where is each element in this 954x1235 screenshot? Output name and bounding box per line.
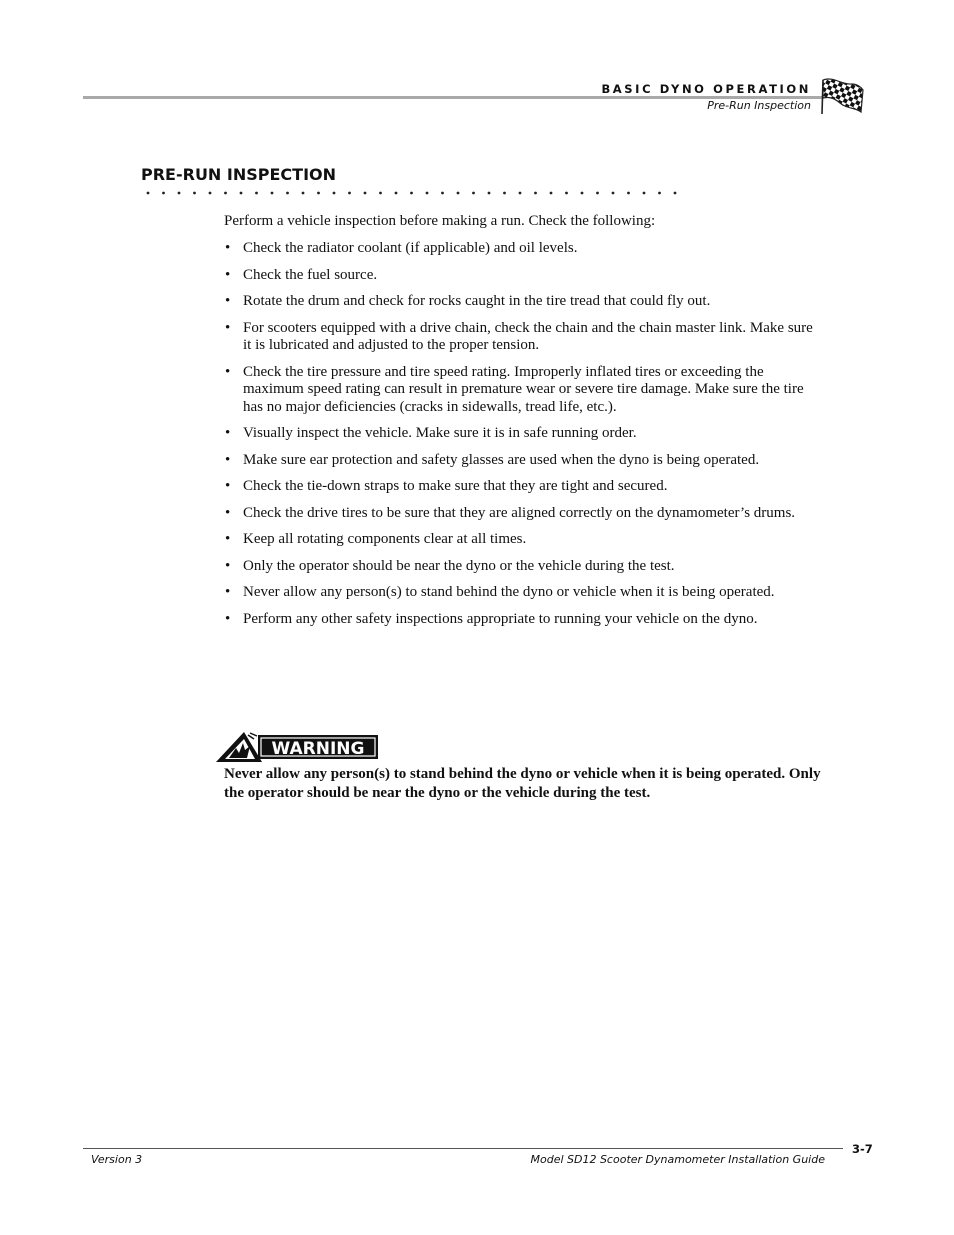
warning-badge: [214, 731, 380, 763]
inspection-checklist: [224, 240, 820, 637]
section-subtitle: Pre-Run Inspection: [707, 99, 811, 112]
bullet-icon: •: [225, 293, 231, 309]
bullet-icon: •: [225, 557, 231, 574]
dotted-divider: [141, 190, 691, 196]
list-item-text: Never allow any person(s) to stand behind the dyno or vehicle when it is being operated.: [243, 584, 775, 600]
list-item-text: Rotate the drum and check for rocks caught in the tire tread that could fly out.: [243, 293, 711, 309]
bullet-icon: •: [225, 266, 231, 283]
list-item-text: Make sure ear protection and safety glasses are used when the dyno is being operated.: [243, 451, 760, 468]
bullet-icon: •: [225, 531, 231, 547]
list-item-text: For scooters equipped with a drive chain, check the chain and the chain master link. Make sure it is lubricated and adjusted to the proper tension.: [243, 319, 813, 353]
list-item-text: Keep all rotating components clear at all times.: [243, 531, 527, 547]
list-item: [224, 452, 820, 470]
bullet-icon: •: [225, 451, 231, 468]
checkered-flag-icon: [820, 76, 866, 116]
list-item-text: Check the drive tires to be sure that they are aligned correctly on the dynamometer’s drums.: [243, 504, 796, 521]
list-item: [224, 478, 820, 496]
list-item-text: Check the tire pressure and tire speed rating. Improperly inflated tires or exceeding the maximum speed rating can result in premature wear or severe tire damage. Make sure the tire has no major deficiencies (cracks in sidewalls, tread life, etc.).: [243, 363, 804, 415]
warning-hazard-icon: [216, 732, 262, 762]
list-item: [224, 558, 820, 576]
bullet-icon: •: [225, 584, 231, 600]
list-item: [224, 320, 820, 355]
bullet-icon: •: [225, 425, 231, 441]
footer-doc-title: Model SD12 Scooter Dynamometer Installation Guide: [530, 1153, 825, 1166]
list-item: [224, 505, 820, 523]
list-item-text: Visually inspect the vehicle. Make sure it is in safe running order.: [243, 425, 637, 441]
bullet-icon: •: [225, 478, 231, 494]
list-item: [224, 267, 820, 285]
list-item: [224, 531, 820, 549]
list-item: [224, 611, 820, 629]
list-item: [224, 293, 820, 311]
page-number: 3-7: [852, 1142, 873, 1156]
chapter-title: BASIC DYNO OPERATION: [601, 82, 811, 96]
bullet-icon: •: [225, 319, 231, 336]
bullet-icon: •: [225, 240, 231, 256]
footer-version: Version 3: [91, 1153, 143, 1166]
warning-text: Never allow any person(s) to stand behind the dyno or vehicle when it is being operated. Only the operator should be near the dyno or the vehicle during the test.: [224, 766, 821, 801]
list-item: [224, 425, 820, 443]
page-title: PRE-RUN INSPECTION: [141, 165, 337, 184]
list-item-text: Check the radiator coolant (if applicable) and oil levels.: [243, 240, 578, 256]
list-item: [224, 364, 820, 417]
bullet-icon: •: [225, 363, 231, 380]
list-item: [224, 240, 820, 258]
list-item-text: Check the fuel source.: [243, 266, 378, 283]
bullet-icon: •: [225, 504, 231, 521]
list-item-text: Only the operator should be near the dyno or the vehicle during the test.: [243, 557, 675, 574]
warning-label: WARNING: [271, 739, 365, 759]
footer-rule: [83, 1148, 843, 1149]
list-item: [224, 584, 820, 602]
intro-text: Perform a vehicle inspection before making a run. Check the following:: [224, 213, 656, 229]
list-item-text: Perform any other safety inspections appropriate to running your vehicle on the dyno.: [243, 610, 758, 627]
list-item-text: Check the tie-down straps to make sure that they are tight and secured.: [243, 478, 668, 494]
bullet-icon: •: [225, 610, 231, 627]
